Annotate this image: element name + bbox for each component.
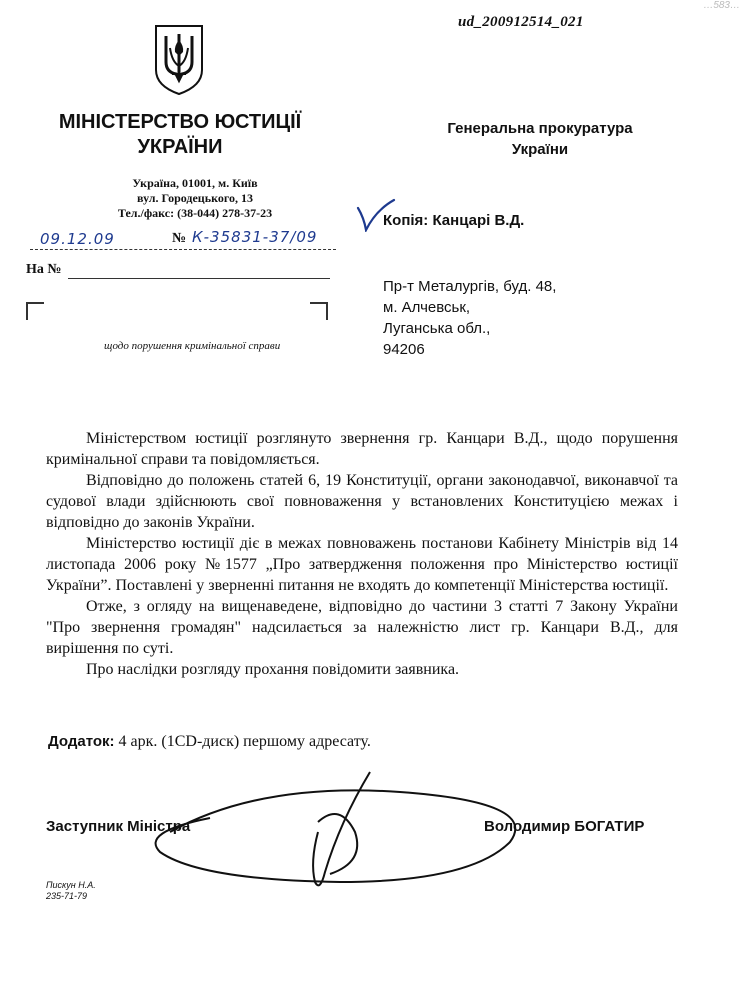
ministry-line1: МІНІСТЕРСТВО ЮСТИЦІЇ [58,111,302,133]
executor-phone: 235-71-79 [46,891,88,901]
ministry-name [30,110,330,160]
reference-line [26,262,332,282]
ministry-line2: УКРАЇНИ [137,136,223,158]
address-line1: Україна, 01001, м. Київ [132,176,258,190]
subject-bracket-left [26,302,44,320]
address-line2: вул. Городецького, 13 [137,191,253,205]
document-id: ud_200912514_021 [458,14,584,30]
ministry-address [70,176,320,221]
scan-corner-text: …583… [703,0,740,11]
reference-underline [68,278,330,279]
copy-address [383,276,556,360]
body-paragraph-3: Міністерство юстиції діє в межах повноважень постанови Кабінету Міністрів від 14 листопада 2006 року №1577 „Про затвердження положення про Міністерство юстиції України”. Поставлені у зверненні питання не входять до компетенції Міністерства юстиції. [46,535,678,594]
executor-name: Пискун Н.А. [46,880,96,890]
body-paragraph-5: Про наслідки розгляду прохання повідомити заявника. [86,661,460,678]
attachment-line [48,733,371,751]
body-paragraph-4: Отже, з огляду на вищенаведене, відповідно до частини 3 статті 7 Закону України "Про звернення громадян" надсилається за належністю лист гр. Канцари В.Д., для вирішення по суті. [46,598,678,657]
executor-info [46,880,96,902]
recipient-block [400,118,680,160]
address-line3: Тел./факс: (38-044) 278-37-23 [117,206,273,220]
body-paragraph-1: Міністерством юстиції розглянуто звернення гр. Канцари В.Д., щодо порушення кримінальної справи та повідомляється. [46,430,678,468]
subject-line: щодо порушення кримінальної справи [104,340,281,352]
signatory-name: Володимир БОГАТИР [484,818,645,835]
registration-number: К-35831-37/09 [192,228,318,246]
registration-number-label: № [172,231,187,246]
signatory-title: Заступник Міністра [46,818,191,835]
body-paragraph-2: Відповідно до положень статей 6, 19 Конституції, органи законодавчої, виконавчої та судової влади здійснюють свої повноваження у встановлених Конституцією межах і відповідно до законів України. [46,472,678,531]
copy-address-line3: Луганська обл., [383,320,491,337]
letter-body [46,428,678,680]
reference-label: На № [26,262,62,277]
subject-bracket-right [310,302,328,320]
registration-underline [30,249,336,250]
recipient-line1: Генеральна прокуратура [447,120,633,137]
registration-date: 09.12.09 [40,230,115,248]
recipient-line2: України [511,141,569,158]
signature-scribble [140,762,540,902]
attachment-label: Додаток: [48,733,115,750]
registration-line [30,230,336,252]
trident-emblem-icon [152,22,206,96]
copy-address-line4: 94206 [383,341,425,358]
copy-address-line1: Пр-т Металургів, буд. 48, [383,278,557,295]
copy-recipient: Копія: Канцарі В.Д. [383,212,525,229]
copy-address-line2: м. Алчевськ, [383,299,471,316]
attachment-text: 4 арк. (1CD-диск) першому адресату. [114,733,371,750]
